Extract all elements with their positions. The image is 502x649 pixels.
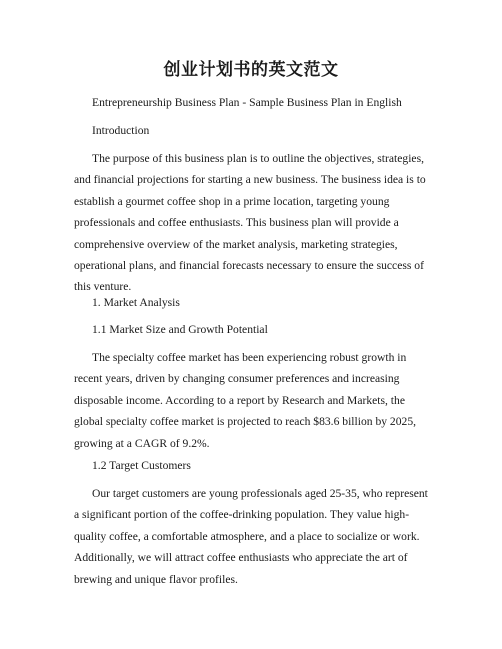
paragraph-line: operational plans, and financial forecasts necessary to ensure the success of: [74, 259, 424, 273]
document-title: 创业计划书的英文范文: [163, 60, 339, 80]
paragraph-line: growing at a CAGR of 9.2%.: [74, 436, 210, 450]
paragraph-line: and financial projections for starting a new business. The business idea is to: [74, 173, 426, 187]
paragraph-line: comprehensive overview of the market analysis, marketing strategies,: [74, 237, 398, 251]
paragraph-line: The specialty coffee market has been experiencing robust growth in: [92, 351, 407, 364]
paragraph-line: Our target customers are young professionals aged 25-35, who represent: [92, 487, 428, 500]
section-1-2-heading: 1.2 Target Customers: [92, 459, 191, 472]
paragraph-line: professionals and coffee enthusiasts. This business plan will provide a: [74, 216, 399, 230]
paragraph-line: establish a gourmet coffee shop in a prime location, targeting young: [74, 194, 390, 208]
paragraph-line: recent years, driven by changing consumer preferences and increasing: [74, 372, 400, 386]
introduction-heading: Introduction: [92, 124, 150, 137]
paragraph-line: brewing and unique flavor profiles.: [74, 572, 238, 586]
section-1-1-paragraph: [74, 347, 426, 454]
paragraph-line: Additionally, we will attract coffee enthusiasts who appreciate the art of: [74, 551, 408, 565]
paragraph-line: disposable income. According to a report by Research and Markets, the: [74, 393, 405, 407]
paragraph-line: this venture.: [74, 280, 132, 294]
section-1-1-heading: 1.1 Market Size and Growth Potential: [92, 323, 268, 336]
document-subtitle: Entrepreneurship Business Plan - Sample Business Plan in English: [92, 96, 402, 109]
paragraph-line: global specialty coffee market is projected to reach $83.6 billion by 2025,: [74, 415, 417, 429]
paragraph-line: a significant portion of the coffee-drinking population. They value high-: [74, 508, 410, 522]
section-1-2-paragraph: [74, 483, 426, 590]
paragraph-line: quality coffee, a comfortable atmosphere, and a place to socialize or work.: [74, 529, 420, 543]
introduction-paragraph: [74, 148, 426, 298]
paragraph-line: The purpose of this business plan is to outline the objectives, strategies,: [92, 152, 424, 165]
section-1-heading: 1. Market Analysis: [92, 296, 180, 309]
